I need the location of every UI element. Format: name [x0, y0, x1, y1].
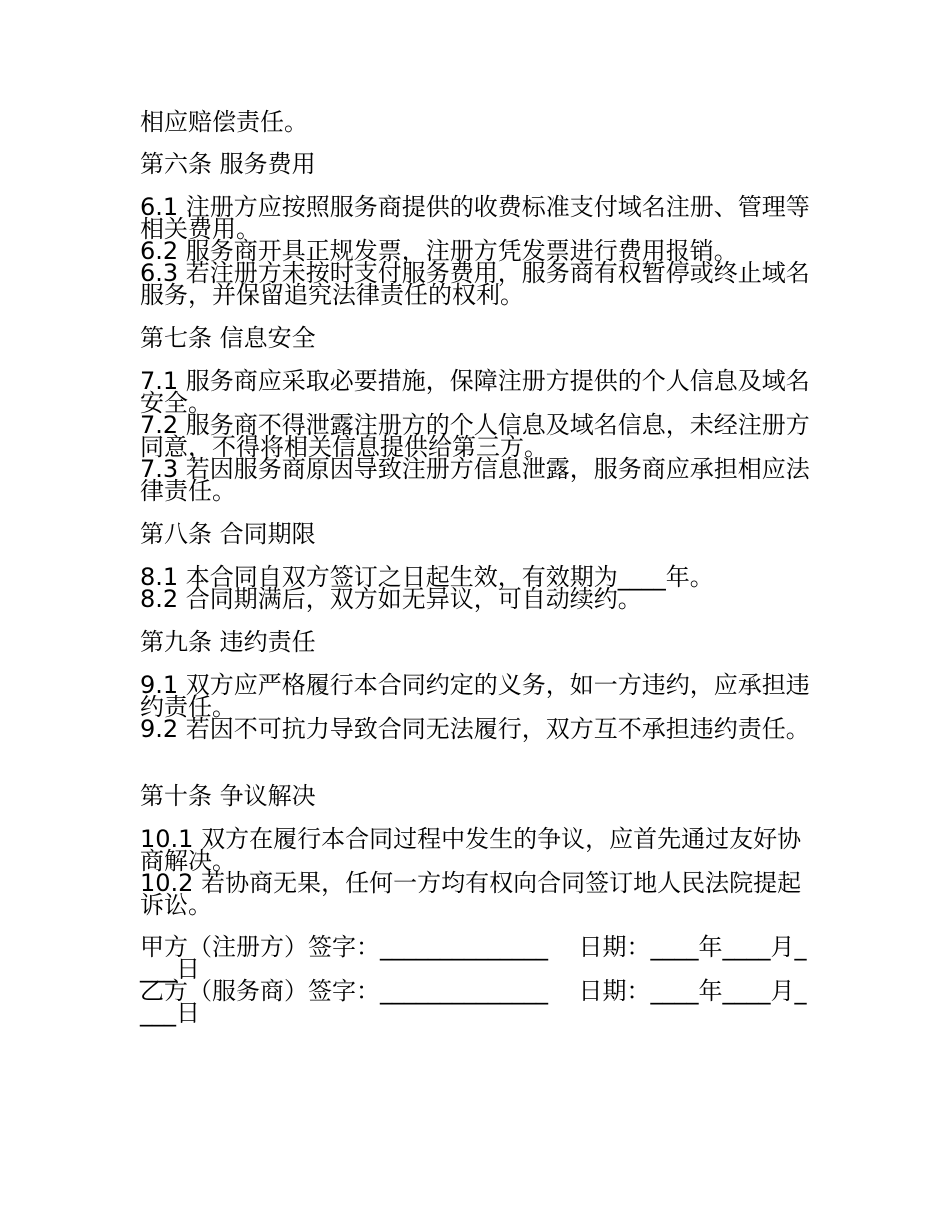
clause-text: 9.1 双方应严格履行本合同约定的义务，如一方违约，应承担违约责任。	[140, 671, 810, 721]
clause-text: 6.1 注册方应按照服务商提供的收费标准支付域名注册、管理等相关费用。	[140, 193, 810, 243]
section-heading: 第九条 违约责任	[140, 628, 316, 656]
clause-text: 7.1 服务商应采取必要措施，保障注册方提供的个人信息及域名安全。	[140, 367, 810, 417]
section-heading: 第八条 合同期限	[140, 520, 316, 548]
section-heading: 第七条 信息安全	[140, 324, 316, 352]
clause-text: 6.2 服务商开具正规发票，注册方凭发票进行费用报销。	[140, 237, 738, 265]
clause-text: 9.2 若因不可抗力导致合同无法履行，双方互不承担违约责任。	[140, 715, 810, 743]
clause-text: 6.3 若注册方未按时支付服务费用，服务商有权暂停或终止域名服务，并保留追究法律责任的权利。	[140, 259, 810, 309]
clause-text: 8.2 合同期满后，双方如无异议，可自动续约。	[140, 585, 642, 613]
clause-text: 8.1 本合同自双方签订之日起生效，有效期为____年。	[140, 563, 714, 591]
signature-line-party-a: 甲方（注册方）签字：______________ 日期：____年____月____日	[140, 933, 807, 983]
section-heading: 第十条 争议解决	[140, 782, 316, 810]
clause-text: 7.2 服务商不得泄露注册方的个人信息及域名信息，未经注册方同意，不得将相关信息提供给第三方。	[140, 411, 810, 461]
clause-text: 10.2 若协商无果，任何一方均有权向合同签订地人民法院提起诉讼。	[140, 869, 802, 919]
signature-line-party-b: 乙方（服务商）签字：______________ 日期：____年____月____日	[140, 977, 807, 1027]
clause-text: 10.1 双方在履行本合同过程中发生的争议，应首先通过友好协商解决。	[140, 825, 802, 875]
section-heading: 第六条 服务费用	[140, 150, 316, 178]
clause-text: 7.3 若因服务商原因导致注册方信息泄露，服务商应承担相应法律责任。	[140, 455, 810, 505]
lead-text: 相应赔偿责任。	[140, 108, 308, 136]
